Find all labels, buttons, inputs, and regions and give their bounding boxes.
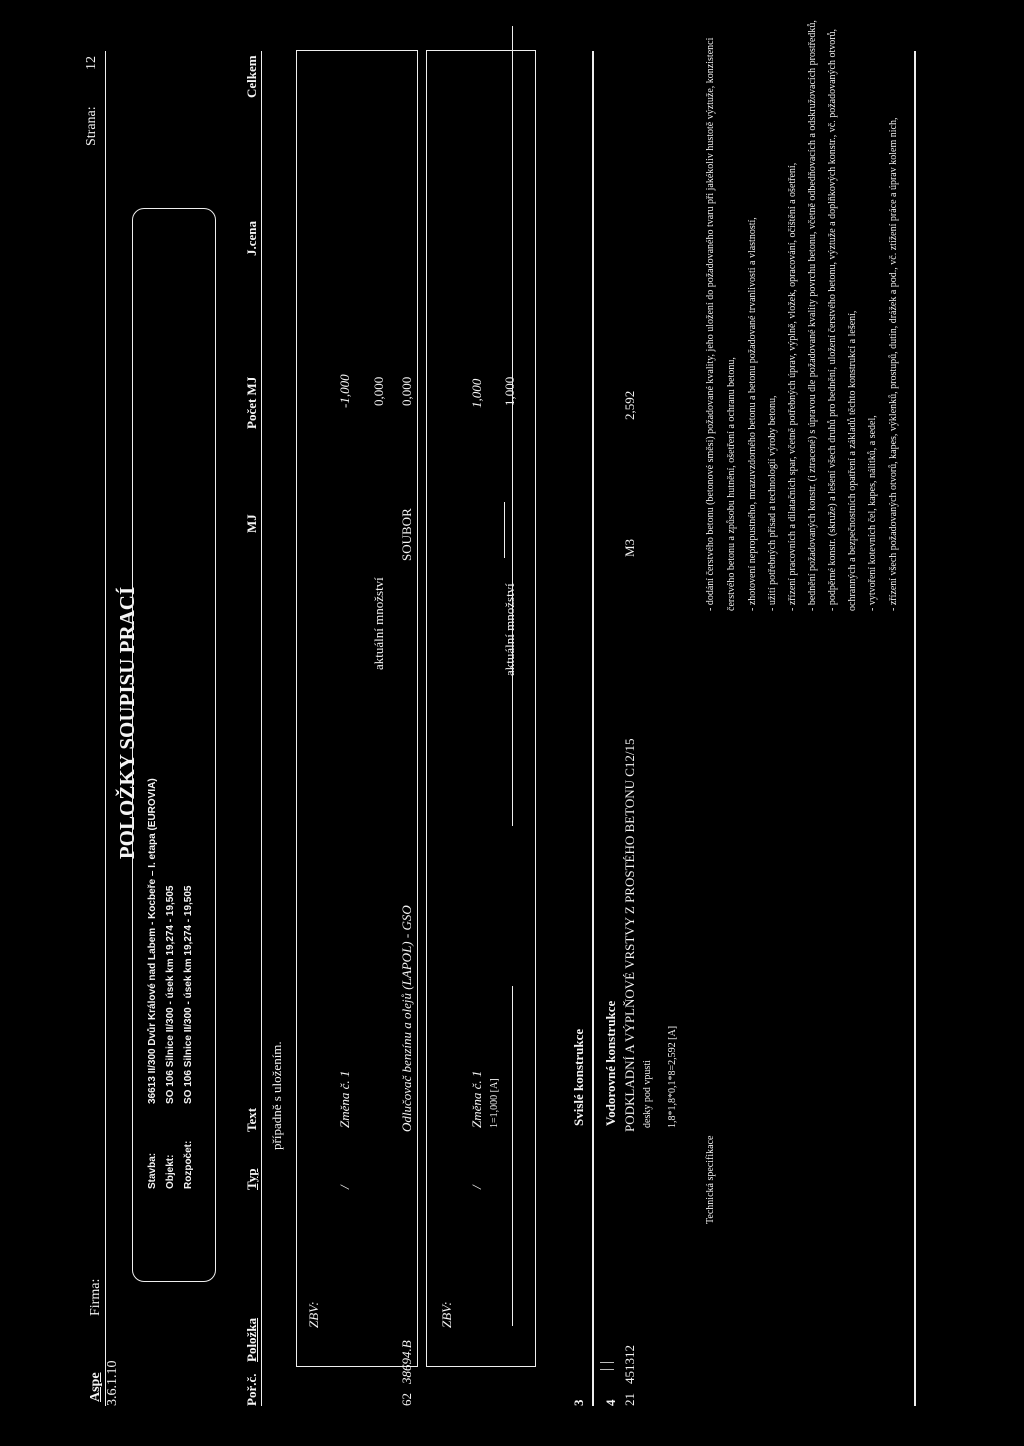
col-porc: Poř.č. (244, 1373, 259, 1406)
aktualni-qty-1: 0,000 (371, 376, 386, 406)
item-21-text: PODKLADNÍ A VÝPLŇOVÉ VRSTVY Z PROSTÉHO BETONU C12/15 (622, 738, 637, 1132)
stavba-label: Stavba: (147, 1152, 158, 1189)
objekt-label: Objekt: (165, 1154, 176, 1189)
item-21-number: 21 (622, 1393, 637, 1406)
zbv-block-1 (296, 50, 418, 1367)
section-3-rule (512, 986, 513, 1326)
spec-label: Technická specifikace (705, 1135, 716, 1224)
zbv-block-2 (426, 50, 536, 1367)
section-4-rule (592, 51, 594, 1406)
item-21-mj: M3 (622, 538, 637, 557)
col-typ: Typ (244, 1168, 259, 1190)
spec-line: - zhotovení nepropustného, mrazuvzdorného betonu a betonu požadované trvanlivosti a vlastností, (747, 217, 758, 611)
section-4-number: 4 (603, 1399, 618, 1406)
item-21-qty: 2,592 (622, 390, 637, 420)
strana-value: 12 (84, 56, 99, 70)
spec-line: - vytvoření kotevních čel, kapes, nálitků, a sedel, (867, 415, 878, 611)
table-header-rule (261, 51, 262, 1406)
strana-label: Strana: (84, 106, 99, 146)
bottom-rule (914, 51, 916, 1406)
item-62-text: Odlučovač benzínu a olejů (LAPOL) - GSO (399, 905, 414, 1132)
spec-line: - zřízení všech požadovaných otvorů, kapes, výklenků, prostupů, dutin, drážek a pod., vč. ztížení práce a úprav kolem nich, (888, 117, 899, 611)
note-text: případně s uložením. (269, 1041, 284, 1150)
spec-line: ochranných a bezpečnostních opatření a základů těchto konstrukcí a lešení, (847, 310, 858, 611)
rozpocet-value: SO 106 Silnice II/300 - úsek km 19,274 - 19,505 (183, 885, 194, 1104)
section-3-rule-right (512, 26, 513, 826)
item-62-code: 38694.B (399, 1340, 414, 1384)
typ-value-2: / (469, 1185, 484, 1189)
col-jcena: J.cena (244, 220, 259, 256)
col-text: Text (244, 1107, 259, 1132)
section-3-number: 3 (571, 1399, 586, 1406)
col-celkem: Celkem (244, 55, 259, 98)
formula-2: 1=1,000 [A] (489, 1078, 500, 1128)
aktualni-rule (504, 502, 505, 558)
aktualni-label-2: aktuální množství (502, 583, 517, 676)
item-21-note: desky pod vpusti (642, 1060, 653, 1128)
version-label: 3.6.1.10 (105, 1360, 120, 1406)
item-62-number: 62 (399, 1393, 414, 1406)
header-rule (105, 51, 106, 1406)
col-mj: MJ (244, 514, 259, 533)
aktualni-qty-2: 1,000 (502, 376, 517, 406)
spec-line: - bednění požadovaných konstr. (i ztracené) s úpravou dle požadované kvality povrchu betonu, včetně odbedňovacích a odskružovacích prostředků, (807, 20, 818, 611)
zmena-qty-1: -1,000 (337, 374, 352, 408)
stavba-value: 36613 II/300 Dvůr Králové nad Labem - Kocbeře – I. etapa (EUROVIA) (147, 778, 158, 1104)
spec-line: - dodání čerstvého betonu (betonové směsi) požadované kvality, jeho uložení do požadovaného tvaru při jakékoliv hustotě výztuže, konzistenci (705, 37, 716, 611)
col-pocet: Počet MJ (244, 376, 259, 429)
spec-line: - podpěrné konstr. (skruže) a lešení všech druhů pro bednění, uložení čerstvého betonu, výztuže a doplňkových konstr., vč. požadovaných otvorů, (827, 28, 838, 611)
spec-line: - užití potřebných přísad a technologií výroby betonu, (767, 395, 778, 611)
item-21-formula: 1,8*1,8*0,1*8=2,592 [A] (667, 1025, 678, 1128)
zbv-label-1: ZBV: (306, 1301, 321, 1328)
objekt-value: SO 106 Silnice II/300 - úsek km 19,274 - 19,505 (165, 885, 176, 1104)
typ-value-1: / (337, 1185, 352, 1189)
section-4-label: Vodorovné konstrukce (603, 1000, 618, 1126)
zmena-label-2: Změna č. 1 (469, 1070, 484, 1128)
spec-line: - zřízení pracovních a dilatačních spar, včetně potřebných úprav, výplně, vložek, opracování, očištění a ošetření, (787, 162, 798, 611)
zbv-label-2: ZBV: (439, 1301, 454, 1328)
item-62-mj: SOUBOR (399, 508, 414, 561)
rozpocet-label: Rozpočet: (183, 1140, 194, 1189)
aspe-label: Aspe (88, 1372, 103, 1402)
section-3-label: Svislé konstrukce (571, 1028, 586, 1126)
aktualni-label-1: aktuální množství (371, 577, 386, 670)
page-title: POLOŽKY SOUPISU PRACÍ (115, 586, 139, 860)
spec-line: čerstvého betonu a způsobu hutnění, ošetření a ochranu betonu, (726, 357, 737, 611)
section-marker (600, 1362, 614, 1370)
item-62-qty: 0,000 (399, 376, 414, 406)
zmena-qty-2: 1,000 (469, 378, 484, 408)
firma-label: Firma: (88, 1278, 103, 1316)
col-polozka: Položka (244, 1317, 259, 1362)
item-21-code: 451312 (622, 1345, 637, 1384)
zmena-label-1: Změna č. 1 (337, 1070, 352, 1128)
info-box (132, 208, 216, 1282)
